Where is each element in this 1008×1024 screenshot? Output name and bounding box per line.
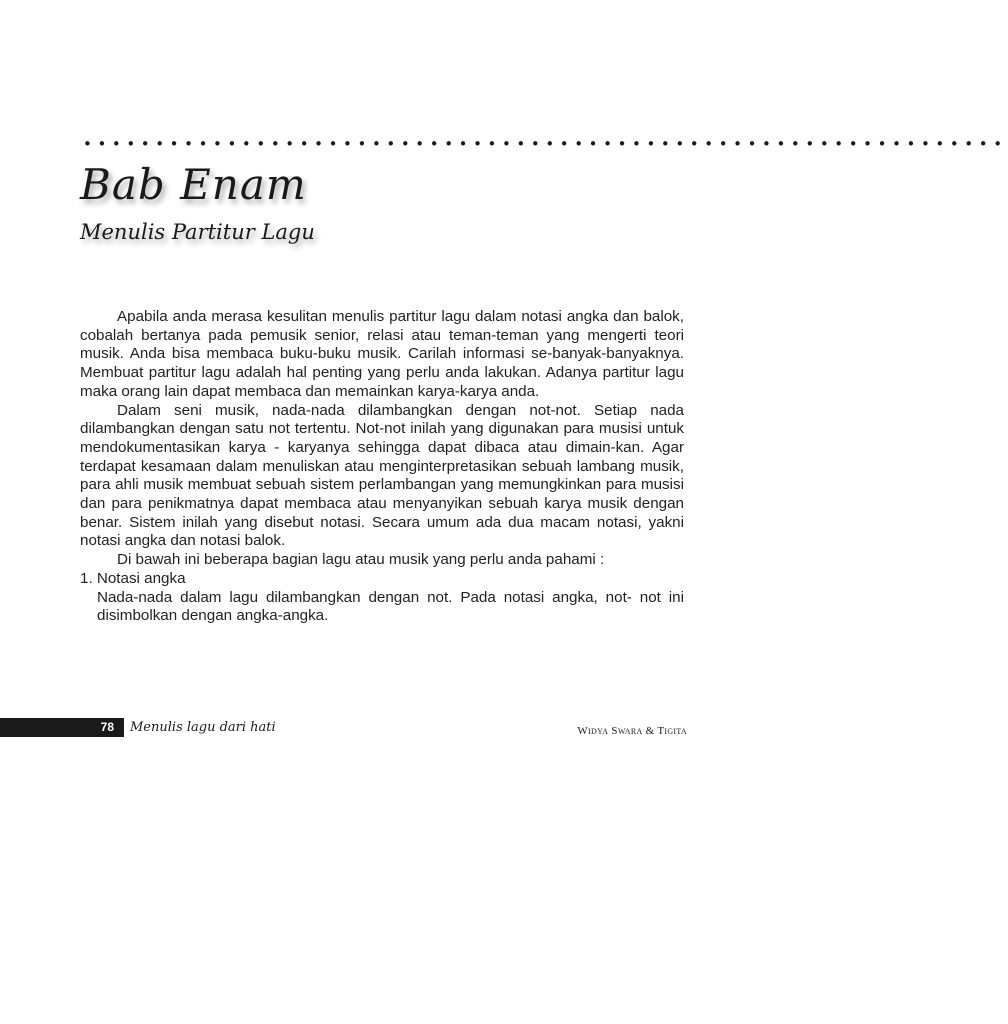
footer-publisher: Widya Swara & Tigita: [577, 725, 687, 737]
paragraph: Apabila anda merasa kesulitan menulis partitur lagu dalam notasi angka dan balok, cobalah bertanya pada pemusik senior, relasi atau teman-teman yang mengerti teori musik. Anda bisa membaca buku-buku musik. Carilah informasi se-banyak-banyaknya. Membuat partitur lagu adalah hal penting yang perlu anda lakukan. Adanya partitur lagu maka orang lain dapat membaca dan memainkan karya-karya anda.: [80, 308, 684, 400]
page-number: 78: [100, 720, 114, 734]
body-text: [80, 308, 684, 626]
list-item-body: Nada-nada dalam lagu dilambangkan dengan not. Pada notasi angka, not- not ini disimbolkan dengan angka-angka.: [97, 588, 684, 625]
footer-book-title: Menulis lagu dari hati: [130, 720, 276, 735]
paragraph: Di bawah ini beberapa bagian lagu atau musik yang perlu anda pahami :: [117, 551, 605, 569]
chapter-subtitle: Menulis Partitur Lagu: [80, 220, 315, 244]
decorative-dot-rule: ••••••••••••••••••••••••••••••••••••••••••••••••••••••••••••••••: [83, 135, 1008, 153]
list-item-heading: 1. Notasi angka: [80, 569, 186, 587]
chapter-title: Bab Enam: [80, 160, 307, 209]
paragraph: Dalam seni musik, nada-nada dilambangkan dengan not-not. Setiap nada dilambangkan dengan satu not tertentu. Not-not inilah yang digunakan para musisi untuk mendokumentasikan karya - karyanya sehingga dapat dibaca atau dimain-kan. Agar terdapat kesamaan dalam menuliskan atau menginterpretasikan sebuah lambang musik, para ahli musik membuat sebuah sistem perlambangan yang memungkinkan para musisi dan para penikmatnya dapat membaca atau menyanyikan sebuah karya musik dengan benar. Sistem inilah yang disebut notasi. Secara umum ada dua macam notasi, yakni notasi angka dan notasi balok.: [80, 401, 684, 550]
footer-page-bar: [0, 718, 124, 737]
